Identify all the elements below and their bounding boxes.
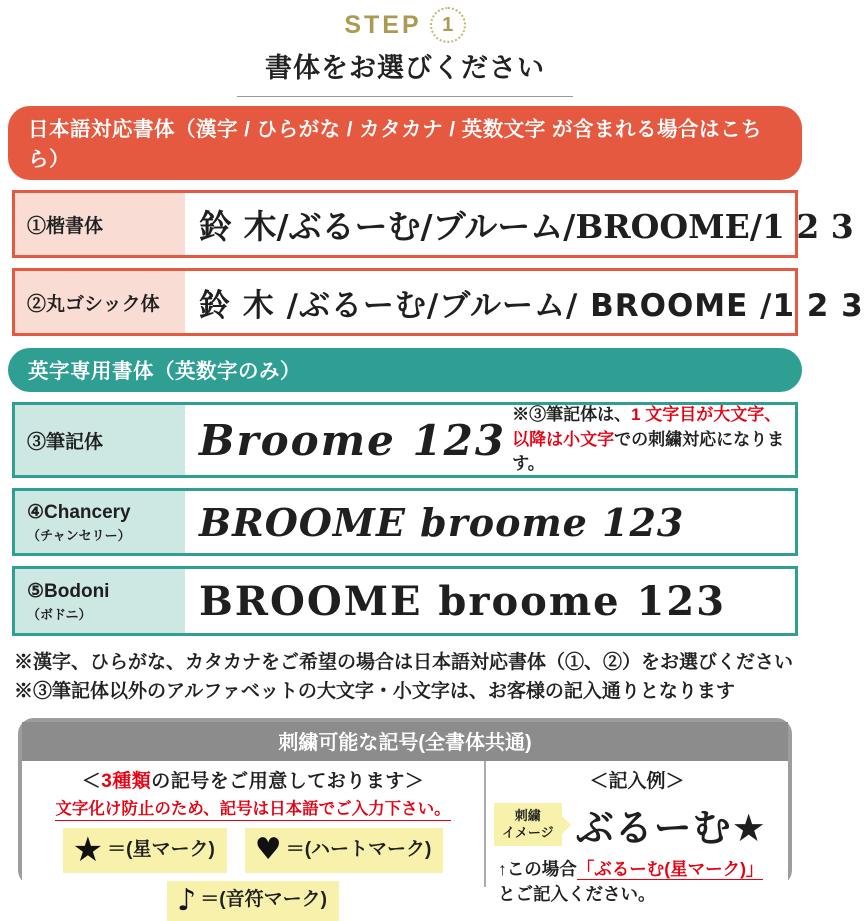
font-option-kaisho — [12, 190, 854, 258]
heart-icon: ♥ — [254, 832, 282, 868]
font-label: ①楷書体 — [15, 193, 185, 255]
font-label: ⑤Bodoni （ボドニ） — [15, 569, 185, 633]
step-indicator — [0, 0, 810, 44]
symbol-label: ＝(音符マーク) — [200, 889, 327, 911]
entry-example-panel — [486, 761, 788, 904]
font-sublabel: （チャンセリー） — [27, 527, 131, 543]
font-sample: Broome 123 — [199, 415, 507, 465]
english-fonts-banner: 英字専用書体（英数字のみ） — [8, 348, 802, 392]
music-note-icon: ♪ — [177, 882, 197, 918]
footnote-line: ※③筆記体以外のアルファベットの大文字・小文字は、お客様の記入通りとなります — [14, 680, 735, 702]
symbols-title-highlight: 3種類 — [101, 771, 152, 792]
font-option-bodoni — [12, 566, 798, 636]
symbol-label: ＝(星マーク) — [107, 839, 215, 860]
font-sublabel: （ボドニ） — [27, 606, 92, 622]
symbol-label: ＝(ハートマーク) — [285, 839, 432, 860]
tag-arrow — [562, 816, 571, 834]
script-font-note — [506, 405, 795, 475]
stitch-image-tag: 刺繍 イメージ — [494, 803, 562, 846]
note-text-highlight: 1 文字目が大文字、以降は小文字 — [512, 405, 782, 449]
font-label: ③筆記体 — [15, 405, 185, 475]
footnote-line: ※漢字、ひらがな、カタカナをご希望の場合は日本語対応書体（①、②）をお選びください — [14, 652, 794, 673]
symbol-item-heart — [245, 828, 444, 873]
font-option-script — [12, 402, 798, 478]
embroidery-symbols-box — [18, 718, 792, 918]
footnotes — [14, 649, 796, 706]
embroidery-example-text: ぶるーむ★ — [575, 806, 767, 850]
symbol-item-star — [63, 828, 227, 873]
font-label: ④Chancery （チャンセリー） — [15, 491, 185, 553]
font-label: ②丸ゴシック体 — [15, 271, 185, 333]
example-caption-highlight: 「ぶるーむ(星マーク)」 — [576, 859, 764, 879]
symbols-title: ＜3種類の記号をご用意しております＞ — [81, 771, 425, 792]
font-sample: 鈴 木 /ぶるーむ/ブルーム/ BROOME /1 2 3 — [199, 287, 864, 324]
font-sample: BROOME broome 123 — [199, 577, 727, 625]
symbols-box-header: 刺繍可能な記号(全書体共通) — [22, 722, 788, 761]
note-text: での刺繍対応になります。 — [512, 429, 785, 474]
page-title: 書体をお選びください — [237, 46, 573, 97]
japanese-fonts-banner: 日本語対応書体（漢字 / ひらがな / カタカナ / 英数文字 が含まれる場合はこちら） — [8, 106, 802, 180]
font-sample: BROOME broome 123 — [199, 499, 685, 545]
font-sample: 鈴 木/ぶるーむ/ブルーム/BROOME/1 2 3 — [199, 206, 854, 246]
step-label: STEP — [344, 10, 422, 39]
example-title: ＜記入例＞ — [589, 771, 685, 792]
symbols-warning: 文字化け防止のため、記号は日本語でご入力下さい。 — [55, 795, 450, 821]
step-number-badge: 1 — [430, 7, 466, 43]
font-option-chancery — [12, 488, 798, 556]
note-text: ※③筆記体は、 — [512, 405, 632, 425]
star-icon: ★ — [72, 830, 104, 870]
symbols-list-panel — [22, 761, 486, 918]
symbol-item-music-note — [167, 881, 339, 921]
font-option-maru-gothic — [12, 268, 864, 336]
example-caption: ↑この場合「ぶるーむ(星マーク)」 とご記入ください。 — [498, 859, 764, 904]
